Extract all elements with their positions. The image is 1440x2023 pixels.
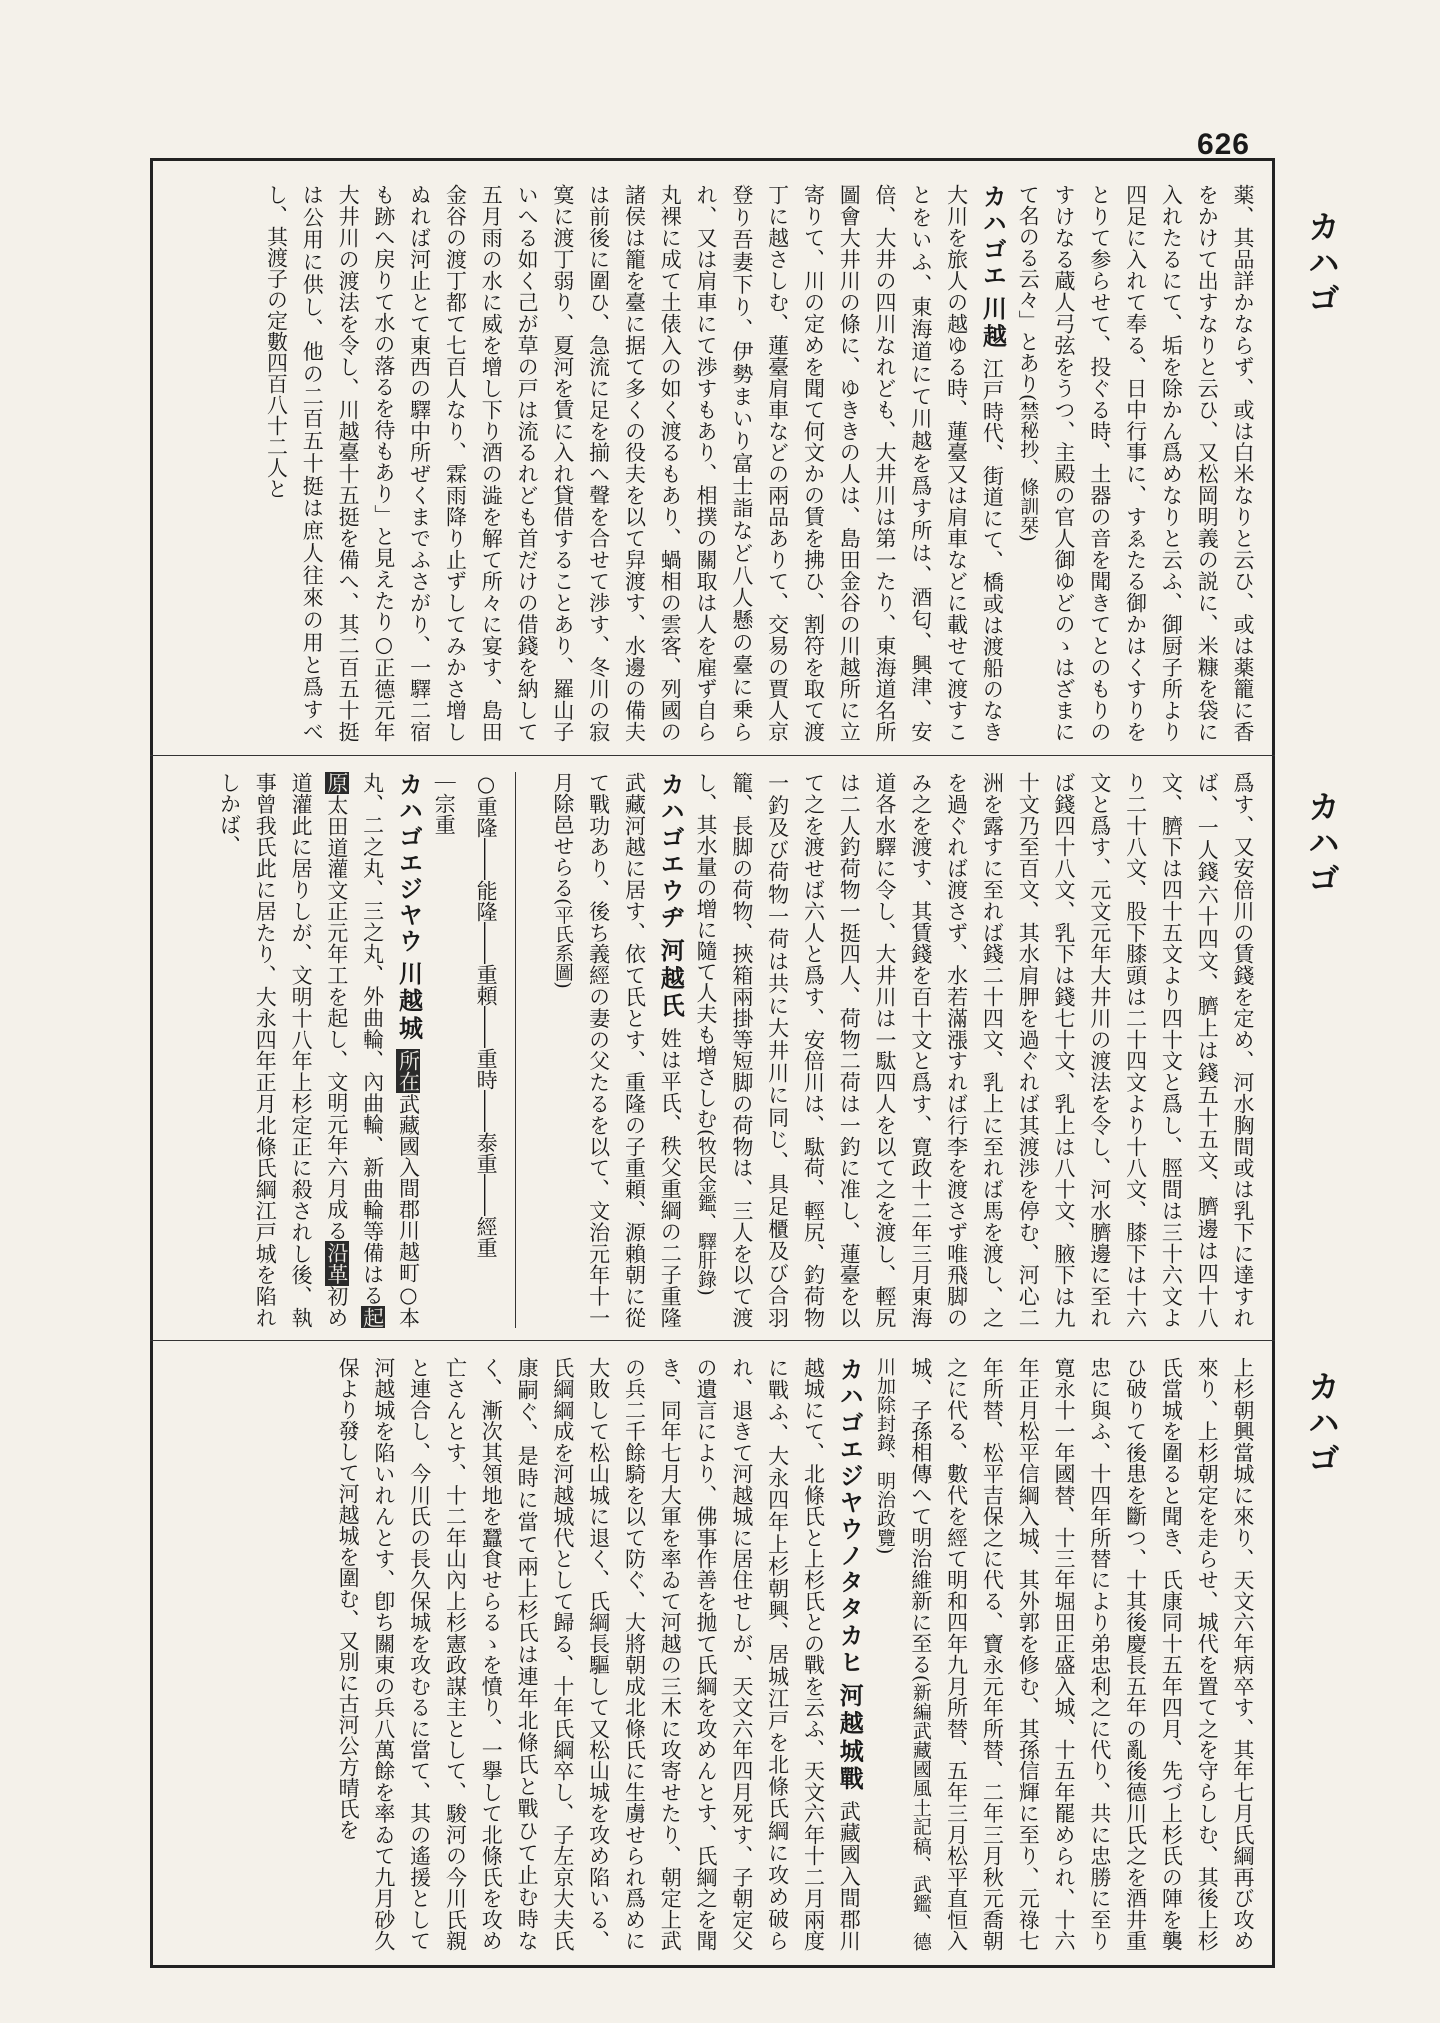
lineage-name: 泰重 (474, 1132, 499, 1174)
section-divider (150, 1340, 1275, 1341)
text-section-bottom (155, 1343, 1270, 1961)
dictionary-entry (211, 772, 426, 1328)
lineage-chart (425, 772, 516, 1328)
dictionary-entry (258, 184, 1010, 742)
section-divider (150, 755, 1275, 756)
entry-kanji: 川越城 (394, 961, 423, 1043)
entry-text: 武藏國入間郡川越町○本丸、二之丸、三之丸、外曲輪、內曲輪、新曲輪等備はる (360, 772, 421, 1329)
lineage-name: 能隆 (474, 880, 499, 922)
entry-kanji: 川越 (978, 296, 1007, 352)
label-box: 所在 (396, 1050, 421, 1093)
page-number: 626 (1196, 128, 1250, 161)
lineage-row: ○重隆――能隆――重頼――重時――泰重――經重 (474, 772, 499, 1258)
entry-kanji: 河越城戰 (835, 1683, 864, 1794)
entry-heading: カハゴエジヤウ (394, 772, 423, 955)
entry-heading: カハゴエジヤウノタタカヒ (835, 1357, 864, 1676)
entry-text: ○正德元年大井川の渡法を令し、川越臺十五挺を備へ、其二百五十挺は公用に供し、他の二百五十挺は庶人往來の用と爲すべし、其渡子の定數四百八十二人と (264, 184, 396, 743)
source-citation: (禁秘抄、條訓栞) (1017, 394, 1040, 542)
lineage-name: 宗重 (432, 793, 457, 835)
dictionary-entry (544, 772, 687, 1328)
source-citation: (平氏系圖) (551, 898, 574, 989)
lineage-name: 經重 (474, 1216, 499, 1258)
label-box: 起原 (324, 772, 385, 1328)
source-citation: (牧民金鑑、驛肝錄) (695, 1129, 718, 1296)
paragraph (687, 772, 1260, 1328)
lineage-name: ○重隆 (474, 772, 499, 838)
body-text: 上杉朝興當城に來り、天文六年病卒す、其年七月氏綱再び攻め來り、上杉朝定を走らせ、城代を置て之を守らしむ、其後上杉氏當城を圍ると聞き、氏康同十五年四月、先づ上杉氏の陣を襲ひ破りて後患を斷つ、十其後慶長五年の亂後德川氏之を酒井重忠に與ふ、十四年所替により弟忠利之に代り、共に忠勝に至り寛永十一年國替、十三年堀田正盛入城、十五年罷められ、十六年正月松平信綱入城、其外郭を修む、其孫信輝に至り、元祿七年所替、松平吉保之に代る、寶永元年所替、二年三月秋元喬朝之に代る、數代を經て明和四年九月所替、五年三月松平直恒入城、子孫相傳へて明治維新に至る (908, 1357, 1255, 1952)
text-section-top (155, 170, 1270, 752)
entry-text: 太田道灌文正元年工を起し、文明元年六月成る (324, 794, 349, 1242)
entry-heading: カハゴエウヂ (656, 772, 685, 931)
entry-kanji: 河越氏 (656, 938, 685, 1021)
paragraph (1009, 184, 1260, 742)
entry-text: 江戸時代、街道にて、橋或は渡船のなき大川を旅人の越ゆる時、蓮臺又は肩車などに載せて渡すことをいふ、東海道にて川越を爲す所は、酒匂、興津、安倍、大井の四川なれども、大井川は第一たり、東海道名所圖會大井川の條に、ゆききの人は、島田金谷の川越所に立寄りて、川の定めを聞て何文かの賃を拂ひ、割符を取て渡丁に越さしむ、蓮臺肩車などの兩品ありて、交易の賈人京登り吾妻下り、伊勢まいり富士詣など八人懸の臺に乗られ、又は肩車にて渉すもあり、相撲の關取は人を雇ず自ら丸裸に成て土俵入の如く渡るもあり、蝸相の雲客、列國の諸侯は籠を臺に据て多くの役夫を以て舁渡す、水邊の備夫は前後に圍ひ、急流に足を揃へ聲を合せて渉す、冬川の寂寞に渡丁弱り、夏河を賃に入れ貸借することあり、羅山子いへる如く己が草の戸は流るれども首だけの借錢を納して五月雨の水に威を增し下り酒の澁を解て所々に宴す、島田金谷の渡丁都て七百人なり、霖雨降り止ずしてみかさ增しぬれば河止とて東西の驛中所ぜくまでふさがり、一驛二宿も跡へ戻りて水の落るを待もあり」と見えたり (371, 184, 1005, 743)
lineage-name: 重時 (474, 1048, 499, 1090)
entry-text: 初め道灌此に居りしが、文明十八年上杉定正に殺されし後、執事曾我氏此に居たり、大永四年正月北條氏綱江戸城を陷れしかば、 (217, 772, 349, 1329)
lineage-name: 重頼 (474, 964, 499, 1006)
body-text: 薬、其品詳かならず、或は白米なりと云ひ、或は薬籠に香をかけて出すなりと云ひ、又松岡明義の説に、米糠を袋に入れたるにて、垢を除かん爲めなりと云ふ、御厨子所より四足に入れて奉る、日中行事に、すゑたる御かはくすりをとりて参らせて、投ぐる時、土器の音を聞きてとのもりのすけなる蔵人弓弦をうつ、主殿の官人御ゆどのゝはざまにて名のる云々」とあり (1016, 184, 1255, 742)
running-header: カハゴ (1303, 1370, 1341, 1478)
body-text: 爲す、又安倍川の賃錢を定め、河水胸間或は乳下に達すれば、一人錢六十四文、臍上は錢五十五文、臍邊は四十八文、臍下は四十五文より四十文と爲し、脛間は三十六文より二十八文、股下膝頭は二十四文より十八文、膝下は十六文と爲す、元文元年大井川の渡法を令し、河水臍邊に至れば錢四十八文、乳下は錢七十文、乳上は八十文、腋下は九十文乃至百文、其水肩胛を過ぐれば其渡渉を停む、河心二洲を露すに至れば錢二十四文、乳上に至れば馬を渡し、之を過ぐれば渡さず、水若滿漲すれば行李を渡さず唯飛脚のみ之を渡す、其賃錢を百十文と爲す、寛政十二年三月東海道各水驛に令し、大井川は一駄四人を以て之を渡し、輕尻は二人釣荷物一挺四人、荷物二荷は一釣に准し、蓮臺を以て之を渡せば六人と爲す、安倍川は、駄荷、輕尻、釣荷物一釣及び荷物一荷は共に大井川に同じ、具足櫃及び合羽籠、長脚の荷物、挾箱兩掛等短脚の荷物は、三人を以て渡し、其水量の增に隨て人夫も增さしむ (694, 772, 1255, 1328)
entry-heading: カハゴエ (978, 184, 1007, 290)
entry-text: 武藏國入間郡川越城にて、北條氏と上杉氏との戰を云ふ、天文六年十二月兩度に戰ふ、大永四年上杉朝興、居城江戸を北條氏綱に攻め破られ、退きて河越城に居住せしが、天文六年四月死す、子朝定父の遺言により、佛事作善を拋て氏綱を攻めんとす、氏綱之を聞き、同年七月大軍を率ゐて河越の三木に攻寄せたり、朝定上武の兵二千餘騎を以て防ぐ、大將朝成北條氏に生虜せられ爲めに大敗して松山城に退く、氏綱長驅して又松山城を攻め陷いる、氏綱綱成を河越城代として歸る、十年氏綱卒し、子左京大夫氏康嗣ぐ、是時に當て兩上杉氏は連年北條氏と戰ひて止む時なく、漸次其領地を蠶食せらるゝを憤り、一擧して北條氏を攻め亡さんとす、十二年山內上杉憲政謀主として、駿河の今川氏親と連合し、今川氏の長久保城を攻むるに當て、其の遙援として河越城を陷いれんとす、卽ち關東の兵八萬餘を率ゐて九月砂久保より發して河越城を圍む、又別に古河公方晴氏を (336, 1357, 862, 1952)
entry-text: 姓は平氏、秩父重綱の二子重隆武藏河越に居す、依て氏とす、重隆の子重頼、源賴朝に從て戰功あり、後ち義經の妻の父たるを以て、文治元年十一月除邑せらる (550, 772, 683, 1328)
label-box: 沿革 (324, 1242, 349, 1285)
lineage-row: ｜宗重 (432, 772, 457, 835)
running-header: カハゴ (1303, 790, 1341, 898)
dictionary-entry (329, 1357, 866, 1951)
source-citation: (新編武藏國風土記稿、武鑑、德川加除封錄、明治政覽) (874, 1357, 932, 1951)
running-header: カハゴ (1303, 210, 1341, 318)
text-section-middle (155, 758, 1270, 1338)
paragraph (866, 1357, 1260, 1951)
